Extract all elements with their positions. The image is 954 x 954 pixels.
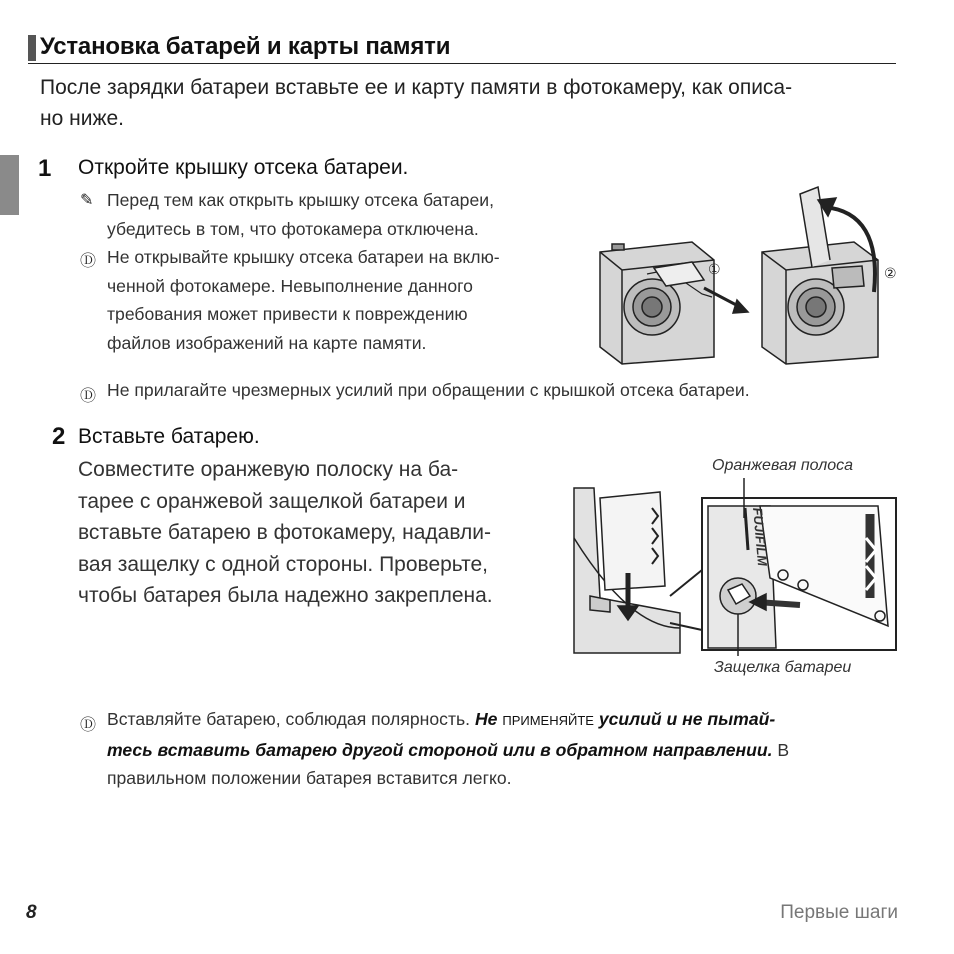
body-line-3: вставьте батарею в фотокамеру, надавли- bbox=[78, 521, 491, 544]
body-line-5: чтобы батарея была надежно закреплена. bbox=[78, 584, 493, 607]
figure-marker-1: ① bbox=[708, 261, 721, 277]
step-1-caution bbox=[107, 243, 587, 357]
caution-icon: Ⓓ bbox=[80, 717, 97, 734]
step-2-number: 2 bbox=[52, 423, 66, 450]
caution3-smallcaps: ПРИМЕНЯЙТЕ bbox=[502, 713, 594, 728]
battery-latch-label: Защелка батареи bbox=[714, 659, 852, 676]
body-line-2: тарее с оранжевой защелкой батареи и bbox=[78, 489, 466, 513]
step-2-heading: Вставьте батарею. bbox=[78, 425, 260, 448]
insert-battery-illustration bbox=[570, 478, 900, 656]
caution3-text-2: В bbox=[772, 739, 790, 760]
caution-line-3: требования может привести к повреждению bbox=[107, 304, 468, 325]
battery-brand-text: FUJIFILM bbox=[750, 506, 771, 567]
tip-line-1: Перед тем как открыть крышку отсека батареи, bbox=[107, 190, 494, 210]
title-marker bbox=[28, 35, 36, 61]
caution3-line-3: правильном положении батарея вставится легко. bbox=[107, 768, 512, 789]
section-name: Первые шаги bbox=[780, 902, 898, 923]
step-1-heading: Откройте крышку отсека батареи. bbox=[78, 156, 409, 179]
step-2-body bbox=[78, 454, 548, 612]
open-cover-illustration bbox=[592, 182, 904, 372]
step-1-number: 1 bbox=[38, 155, 52, 182]
intro-paragraph bbox=[40, 72, 890, 134]
tip-line-2: убедитесь в том, что фотокамера отключена. bbox=[107, 218, 479, 239]
caution3-emph-2: усилий и не пытай- bbox=[593, 709, 776, 729]
figure-marker-2: ② bbox=[884, 265, 897, 281]
caution-line-1: Не открывайте крышку отсека батареи на вклю- bbox=[107, 247, 500, 267]
page-number: 8 bbox=[26, 902, 37, 923]
tip-icon: ✎ bbox=[80, 192, 94, 209]
caution-icon: Ⓓ bbox=[80, 253, 97, 270]
caution-line-4: файлов изображений на карте памяти. bbox=[107, 332, 427, 353]
caution3-emph-3: тесь вставить батарею другой стороной или в обратном направлении. bbox=[107, 739, 773, 760]
page-title: Установка батарей и карты памяти bbox=[40, 33, 451, 60]
body-line-4: вая защелку с одной стороны. Проверьте, bbox=[78, 552, 489, 576]
caution3-line-1 bbox=[107, 705, 907, 736]
caution-icon: Ⓓ bbox=[80, 388, 97, 405]
intro-line-1: После зарядки батареи вставьте ее и карту памяти в фотокамеру, как описа- bbox=[40, 76, 793, 99]
chapter-tab bbox=[0, 155, 19, 215]
intro-line-2: но ниже. bbox=[40, 107, 124, 130]
caution-line-2: ченной фотокамере. Невыполнение данного bbox=[107, 275, 473, 296]
caution3-text-1: Вставляйте батарею, соблюдая полярность. bbox=[107, 709, 475, 729]
section-title-bar bbox=[28, 33, 896, 64]
body-line-1: Совместите оранжевую полоску на ба- bbox=[78, 458, 459, 481]
step-1-tip bbox=[107, 186, 587, 243]
caution3-line-2 bbox=[107, 736, 907, 765]
step-1-caution-2: Не прилагайте чрезмерных усилий при обращении с крышкой отсека батареи. bbox=[107, 380, 750, 400]
orange-stripe-label: Оранжевая полоса bbox=[712, 457, 854, 474]
polarity-caution bbox=[107, 705, 907, 793]
caution3-emph-1: Не bbox=[474, 709, 503, 729]
